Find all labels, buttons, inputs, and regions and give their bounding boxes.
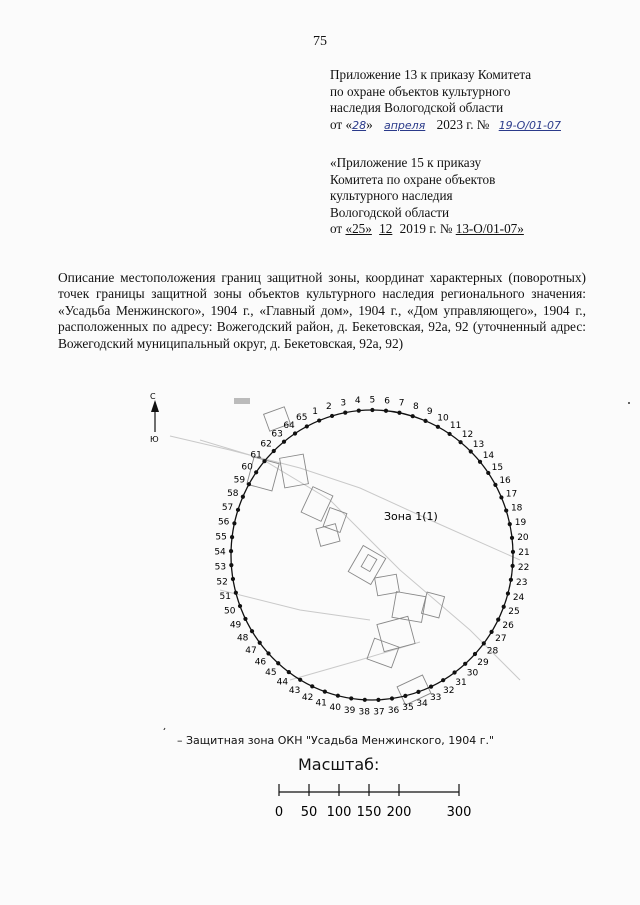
boundary-point-label: 20: [517, 533, 529, 544]
boundary-point-label: 1: [312, 406, 318, 417]
boundary-point-marker: [323, 690, 327, 694]
boundary-point-label: 44: [276, 677, 289, 688]
boundary-point-label: 7: [398, 398, 405, 409]
scale-tick-label: 150: [356, 805, 382, 820]
boundary-point-marker: [499, 495, 503, 499]
boundary-point-marker: [447, 432, 451, 436]
boundary-point-marker: [482, 641, 486, 645]
appendix-date-line: [330, 221, 524, 238]
boundary-point-label: 11: [449, 421, 462, 432]
boundary-point-marker: [258, 641, 262, 645]
date-prefix: от: [330, 221, 346, 236]
boundary-point-label: 23: [516, 578, 528, 589]
boundary-point-marker: [423, 419, 427, 423]
boundary-point-label: 34: [416, 698, 428, 709]
boundary-point-marker: [231, 577, 235, 581]
boundary-point-label: 53: [214, 562, 227, 573]
boundary-point-label: 50: [224, 606, 236, 617]
boundary-point-marker: [452, 670, 456, 674]
boundary-point-label: 21: [518, 548, 530, 559]
boundary-point-marker: [390, 696, 394, 700]
boundary-point-label: 60: [241, 462, 253, 473]
boundary-point-marker: [384, 409, 388, 413]
boundary-point-label: 28: [486, 646, 499, 657]
scale-tick-label: 200: [386, 805, 412, 820]
boundary-point-marker: [250, 629, 254, 633]
boundary-point-label: 19: [514, 518, 527, 529]
appendix-line: наследия Вологодской области: [330, 100, 504, 115]
boundary-point-marker: [486, 471, 490, 475]
boundary-point-label: 4: [354, 396, 361, 407]
handwritten-month: апреля: [383, 118, 426, 132]
scale-tick-label: 0: [274, 805, 284, 820]
boundary-point-marker: [489, 630, 493, 634]
boundary-point-label: 42: [301, 692, 314, 703]
boundary-point-marker: [436, 425, 440, 429]
boundary-point-marker: [247, 482, 251, 486]
boundary-point-marker: [305, 424, 309, 428]
boundary-point-marker: [262, 459, 266, 463]
appendix-date-line: [330, 117, 567, 135]
boundary-point-label: 58: [227, 488, 239, 499]
boundary-point-marker: [502, 605, 506, 609]
boundary-point-marker: [276, 661, 280, 665]
boundary-point-marker: [287, 670, 291, 674]
boundary-point-label: 15: [491, 463, 504, 474]
date-mid: »: [366, 116, 376, 132]
boundary-point-marker: [241, 495, 245, 499]
boundary-point-marker: [363, 698, 367, 702]
boundary-point-marker: [238, 604, 242, 608]
boundary-point-marker: [403, 694, 407, 698]
appendix-13-header: [330, 67, 567, 134]
boundary-point-label: 24: [512, 592, 525, 603]
scale-tick-label: 50: [300, 805, 318, 820]
boundary-point-label: 61: [250, 450, 262, 461]
boundary-point-label: 37: [373, 707, 385, 718]
boundary-point-marker: [282, 440, 286, 444]
boundary-point-label: 47: [245, 645, 257, 656]
south-label: Ю: [150, 435, 159, 444]
boundary-point-label: 33: [429, 693, 442, 704]
boundary-point-label: 8: [412, 402, 419, 413]
boundary-point-marker: [229, 549, 233, 553]
boundary-point-label: 46: [254, 657, 267, 668]
boundary-point-marker: [330, 414, 334, 418]
boundary-point-label: 9: [426, 407, 433, 418]
boundary-point-label: 51: [219, 592, 231, 603]
boundary-point-label: 39: [343, 705, 356, 716]
appendix-line: «Приложение 15 к приказу: [330, 155, 482, 170]
boundary-point-label: 64: [283, 420, 295, 431]
boundary-point-marker: [504, 508, 508, 512]
boundary-point-label: 65: [295, 413, 308, 424]
zone-label: Зона 1(1): [384, 510, 438, 523]
appendix-line: Комитета по охране объектов: [330, 171, 496, 187]
order-day: «25»: [345, 221, 372, 236]
boundary-point-label: 54: [214, 547, 226, 558]
boundary-point-marker: [441, 678, 445, 682]
date-prefix: от «: [330, 116, 353, 132]
scale-tick-label: 300: [446, 805, 472, 820]
scale-tick-label: 100: [326, 805, 352, 820]
boundary-point-marker: [376, 698, 380, 702]
handwritten-order-number: 19-О/01-07: [498, 118, 561, 132]
boundary-point-label: 31: [455, 677, 467, 688]
boundary-point-label: 52: [216, 577, 228, 588]
boundary-point-marker: [416, 690, 420, 694]
boundary-point-label: 56: [217, 517, 230, 528]
north-arrow: [150, 392, 159, 444]
boundary-point-marker: [370, 408, 374, 412]
boundary-point-label: 59: [233, 475, 246, 486]
boundary-point-marker: [343, 411, 347, 415]
background-roads: [170, 436, 520, 680]
boundary-point-marker: [463, 662, 467, 666]
boundary-point-marker: [266, 651, 270, 655]
appendix-line: по охране объектов культурного: [330, 83, 511, 99]
boundary-point-label: 10: [437, 413, 449, 424]
boundary-point-marker: [411, 414, 415, 418]
boundary-point-label: 62: [260, 439, 272, 450]
boundary-point-label: 49: [229, 620, 242, 631]
boundary-point-marker: [229, 563, 233, 567]
boundary-point-label: 27: [495, 634, 507, 645]
boundary-point-marker: [230, 535, 234, 539]
appendix-15-header: [330, 155, 524, 238]
boundary-point-marker: [357, 409, 361, 413]
boundary-point-label: 48: [236, 633, 249, 644]
boundary-point-label: 12: [461, 430, 474, 441]
boundary-point-label: 38: [358, 707, 370, 718]
boundary-point-marker: [317, 418, 321, 422]
boundary-point-marker: [236, 508, 240, 512]
boundary-point-marker: [511, 550, 515, 554]
boundary-point-marker: [349, 696, 353, 700]
page-number: 75: [313, 34, 327, 49]
boundary-point-marker: [508, 522, 512, 526]
boundary-point-marker: [298, 678, 302, 682]
boundary-point-marker: [254, 470, 258, 474]
boundary-point-label: 45: [265, 667, 277, 678]
boundary-point-label: 5: [369, 395, 376, 406]
boundary-point-label: 35: [402, 703, 414, 714]
map-legend: – Защитная зона ОКН "Усадьба Менжинского, 1904 г.": [177, 734, 495, 747]
boundary-point-marker: [509, 578, 513, 582]
boundary-point-marker: [272, 449, 276, 453]
boundary-point-label: 40: [329, 702, 341, 713]
boundary-point-marker: [232, 521, 236, 525]
boundary-point-label: 57: [221, 502, 234, 513]
boundary-point-marker: [493, 483, 497, 487]
boundary-point-marker: [511, 564, 515, 568]
scale-bar: [0, 770, 640, 830]
boundary-point-label: 26: [502, 621, 514, 632]
appendix-line: культурного наследия: [330, 188, 453, 203]
boundary-point-marker: [234, 591, 238, 595]
boundary-point-marker: [243, 617, 247, 621]
boundary-point-marker: [429, 685, 433, 689]
scale-title: Масштаб:: [298, 755, 380, 774]
boundary-point-label: 18: [510, 503, 523, 514]
zone-description: Описание местоположения границ защитной зоны, координат характерных (поворотных) точек границы защитной зоны объектов культурного наследия регионального значения: «Усадьба Менжинского», 1904 г., «Главный дом», 1904 г., «Дом управляющего», 1904 г., расположенных по адресу: Вожегодский район, д. Бекетовская, 92а, 92 (уточненный адрес: Вожегодский муниципальный округ, д. Бекетовская, 92а, 92): [58, 270, 586, 351]
boundary-point-marker: [458, 440, 462, 444]
boundary-point-label: 13: [472, 440, 485, 451]
boundary-point-marker: [473, 652, 477, 656]
boundary-point-marker: [506, 591, 510, 595]
boundary-point-label: 43: [288, 685, 301, 696]
boundary-point-label: 29: [477, 658, 489, 669]
boundary-point-label: 41: [315, 698, 327, 709]
boundary-point-label: 22: [517, 563, 530, 574]
boundary-point-label: 63: [271, 429, 283, 440]
boundary-point-label: 3: [340, 398, 347, 409]
boundary-point-label: 14: [482, 451, 495, 462]
boundary-point-label: 2: [326, 401, 332, 412]
boundary-point-marker: [293, 431, 297, 435]
boundary-point-marker: [510, 536, 514, 540]
appendix-line: Приложение 13 к приказу Комитета: [330, 67, 532, 82]
boundary-point-label: 55: [215, 532, 227, 543]
boundary-point-label: 32: [442, 686, 455, 697]
boundary-point-marker: [496, 618, 500, 622]
date-year: 2019 г. №: [396, 221, 456, 236]
order-number: 13-О/01-07»: [455, 221, 524, 236]
boundary-point-label: 16: [499, 476, 511, 487]
boundary-point-label: 17: [505, 489, 518, 500]
date-year: 2023 г. №: [433, 116, 493, 132]
boundary-point-label: 36: [387, 705, 400, 716]
zone-map: [0, 380, 640, 730]
pen-mark: [158, 728, 165, 730]
north-label: С: [150, 392, 156, 401]
handwritten-day: 28: [352, 118, 367, 132]
appendix-line: Вологодской области: [330, 204, 450, 220]
boundary-point-marker: [478, 460, 482, 464]
boundary-point-marker: [397, 411, 401, 415]
boundary-point-label: 6: [384, 396, 390, 407]
order-month: 12: [379, 221, 393, 236]
boundary-point-marker: [310, 684, 314, 688]
boundary-point-label: 30: [466, 668, 479, 679]
boundary-point-label: 25: [508, 607, 520, 618]
boundary-point-marker: [336, 694, 340, 698]
